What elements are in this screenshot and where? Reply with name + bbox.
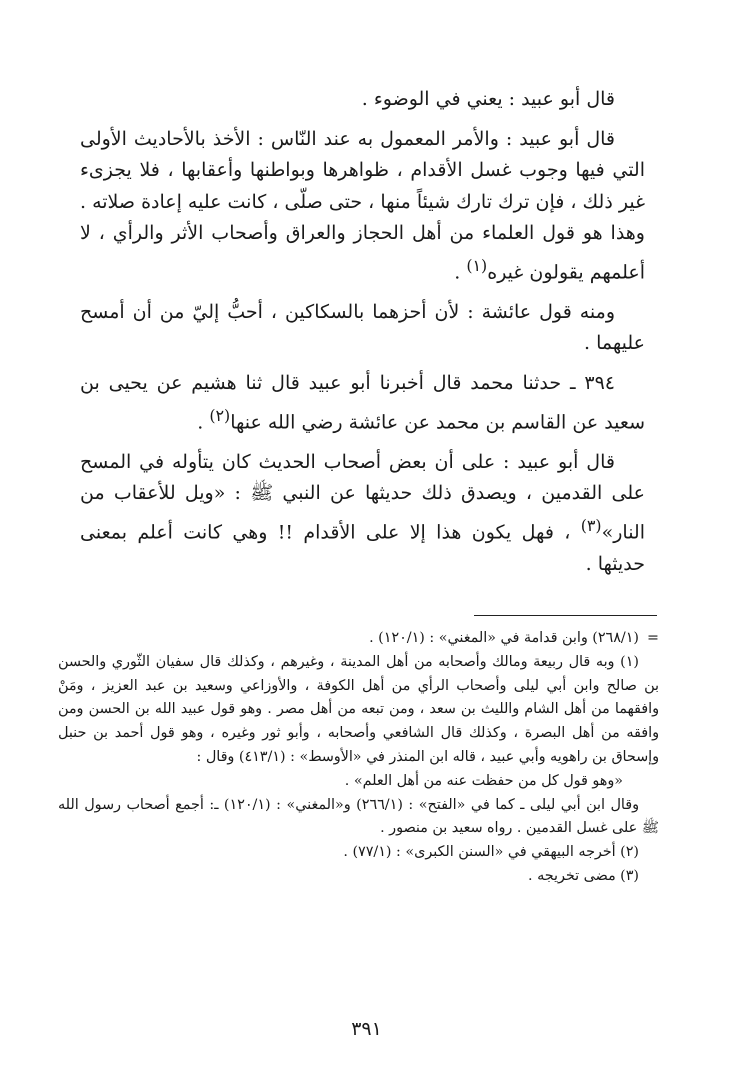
continuation-marker: =	[647, 630, 659, 646]
footnote-1	[58, 651, 659, 770]
footnote-ref-2: (٢)	[209, 405, 231, 425]
footnote-1-quote	[58, 770, 659, 794]
paragraph-2-end: .	[454, 261, 467, 284]
paragraph-5-text-a: قال أبو عبيد : على أن بعض أصحاب الحديث كان يتأوله في المسح على القدمين ، ويصدق ذلك حديثها عن النبي ﷺ : «ويل للأعقاب من النار»	[80, 450, 645, 544]
footnote-continuation	[58, 627, 659, 651]
footnote-ref-3: (٣)	[580, 515, 602, 535]
footnote-continuation-text: (٢٦٨/١) وابن قدامة في «المغني» : (١٢٠/١) .	[369, 630, 639, 646]
paragraph-3	[80, 297, 645, 360]
footnotes-section	[58, 627, 659, 889]
paragraph-5	[80, 447, 645, 581]
footnote-ref-1: (١)	[466, 255, 488, 275]
footnote-3	[58, 865, 659, 889]
hadith-394-text: ٣٩٤ ـ حدثنا محمد قال أخبرنا أبو عبيد قال ثنا هشيم عن يحيى بن سعيد عن القاسم بن محمد عن عائشة رضي الله عنها	[80, 372, 645, 433]
paragraph-5-text-b: ، فهل يكون هذا إلا على الأقدام !! وهي كانت أعلم بمعنى حديثها .	[80, 521, 645, 575]
footnote-3-text: (٣) مضى تخريجه .	[528, 867, 639, 884]
paragraph-2	[80, 124, 645, 289]
paragraph-1	[80, 84, 645, 116]
footnote-2	[58, 841, 659, 865]
paragraph-3-text: ومنه قول عائشة : لأن أحزهما بالسكاكين ، أحبُّ إليّ من أن أمسح عليهما .	[80, 300, 645, 355]
page-number: ٣٩١	[351, 1018, 382, 1040]
paragraph-1-text: قال أبو عبيد : يعني في الوضوء .	[361, 88, 615, 110]
footnote-1-text: (١) وبه قال ربيعة ومالك وأصحابه من أهل المدينة ، وغيرهم ، وكذلك قال سفيان الثّوري والحسن بن صالح وابن أبي ليلى وأصحاب الرأي من أهل الكوفة ، والأوزاعي وسعيد بن عبد العزيز ، ومَنْ وافقهما من أهل الشام والليث بن سعد ، ومن تبعه من أهل مصر . وهو قول عبيد الله بن الحسن ومن وافقه من أهل البصرة ، وكذلك قال الشافعي وأصحابه ، وأبو ثور وغيره ، وهو قول أحمد بن حنبل وإسحاق بن راهويه وأبي عبيد ، قاله ابن المنذر في «الأوسط» : (٤١٣/١) وقال :	[58, 653, 659, 765]
hadith-394	[80, 368, 645, 439]
footnote-1-continued-text: وقال ابن أبي ليلى ـ كما في «الفتح» : (٢٦٦/١) و«المغني» : (١٢٠/١) ـ: أجمع أصحاب رسول الله ﷺ على غسل القدمين . رواه سعيد بن منصور .	[58, 796, 659, 837]
footnote-2-text: (٢) أخرجه البيهقي في «السنن الكبرى» : (٧٧/١) .	[343, 844, 639, 861]
footnote-1-continued	[58, 794, 659, 842]
footnote-1-quote-text: «وهو قول كل من حفظت عنه من أهل العلم» .	[344, 772, 623, 789]
main-text-body	[80, 84, 645, 584]
paragraph-2-text: قال أبو عبيد : والأمر المعمول به عند النّاس : الأخذ بالأحاديث الأولى التي فيها وجوب غسل الأقدام ، ظواهرها وبواطنها وأعقابها ، فلا يجزىء غير ذلك ، فإن ترك تارك شيئاً منها ، حتى صلّى ، كانت عليه إعادة صلاته . وهذا هو قول العلماء من أهل الحجاز والعراق وأصحاب الأثر والرأي ، لا أعلمهم يقولون غيره	[80, 127, 645, 284]
hadith-394-end: .	[197, 411, 210, 433]
footnote-divider	[474, 615, 657, 616]
